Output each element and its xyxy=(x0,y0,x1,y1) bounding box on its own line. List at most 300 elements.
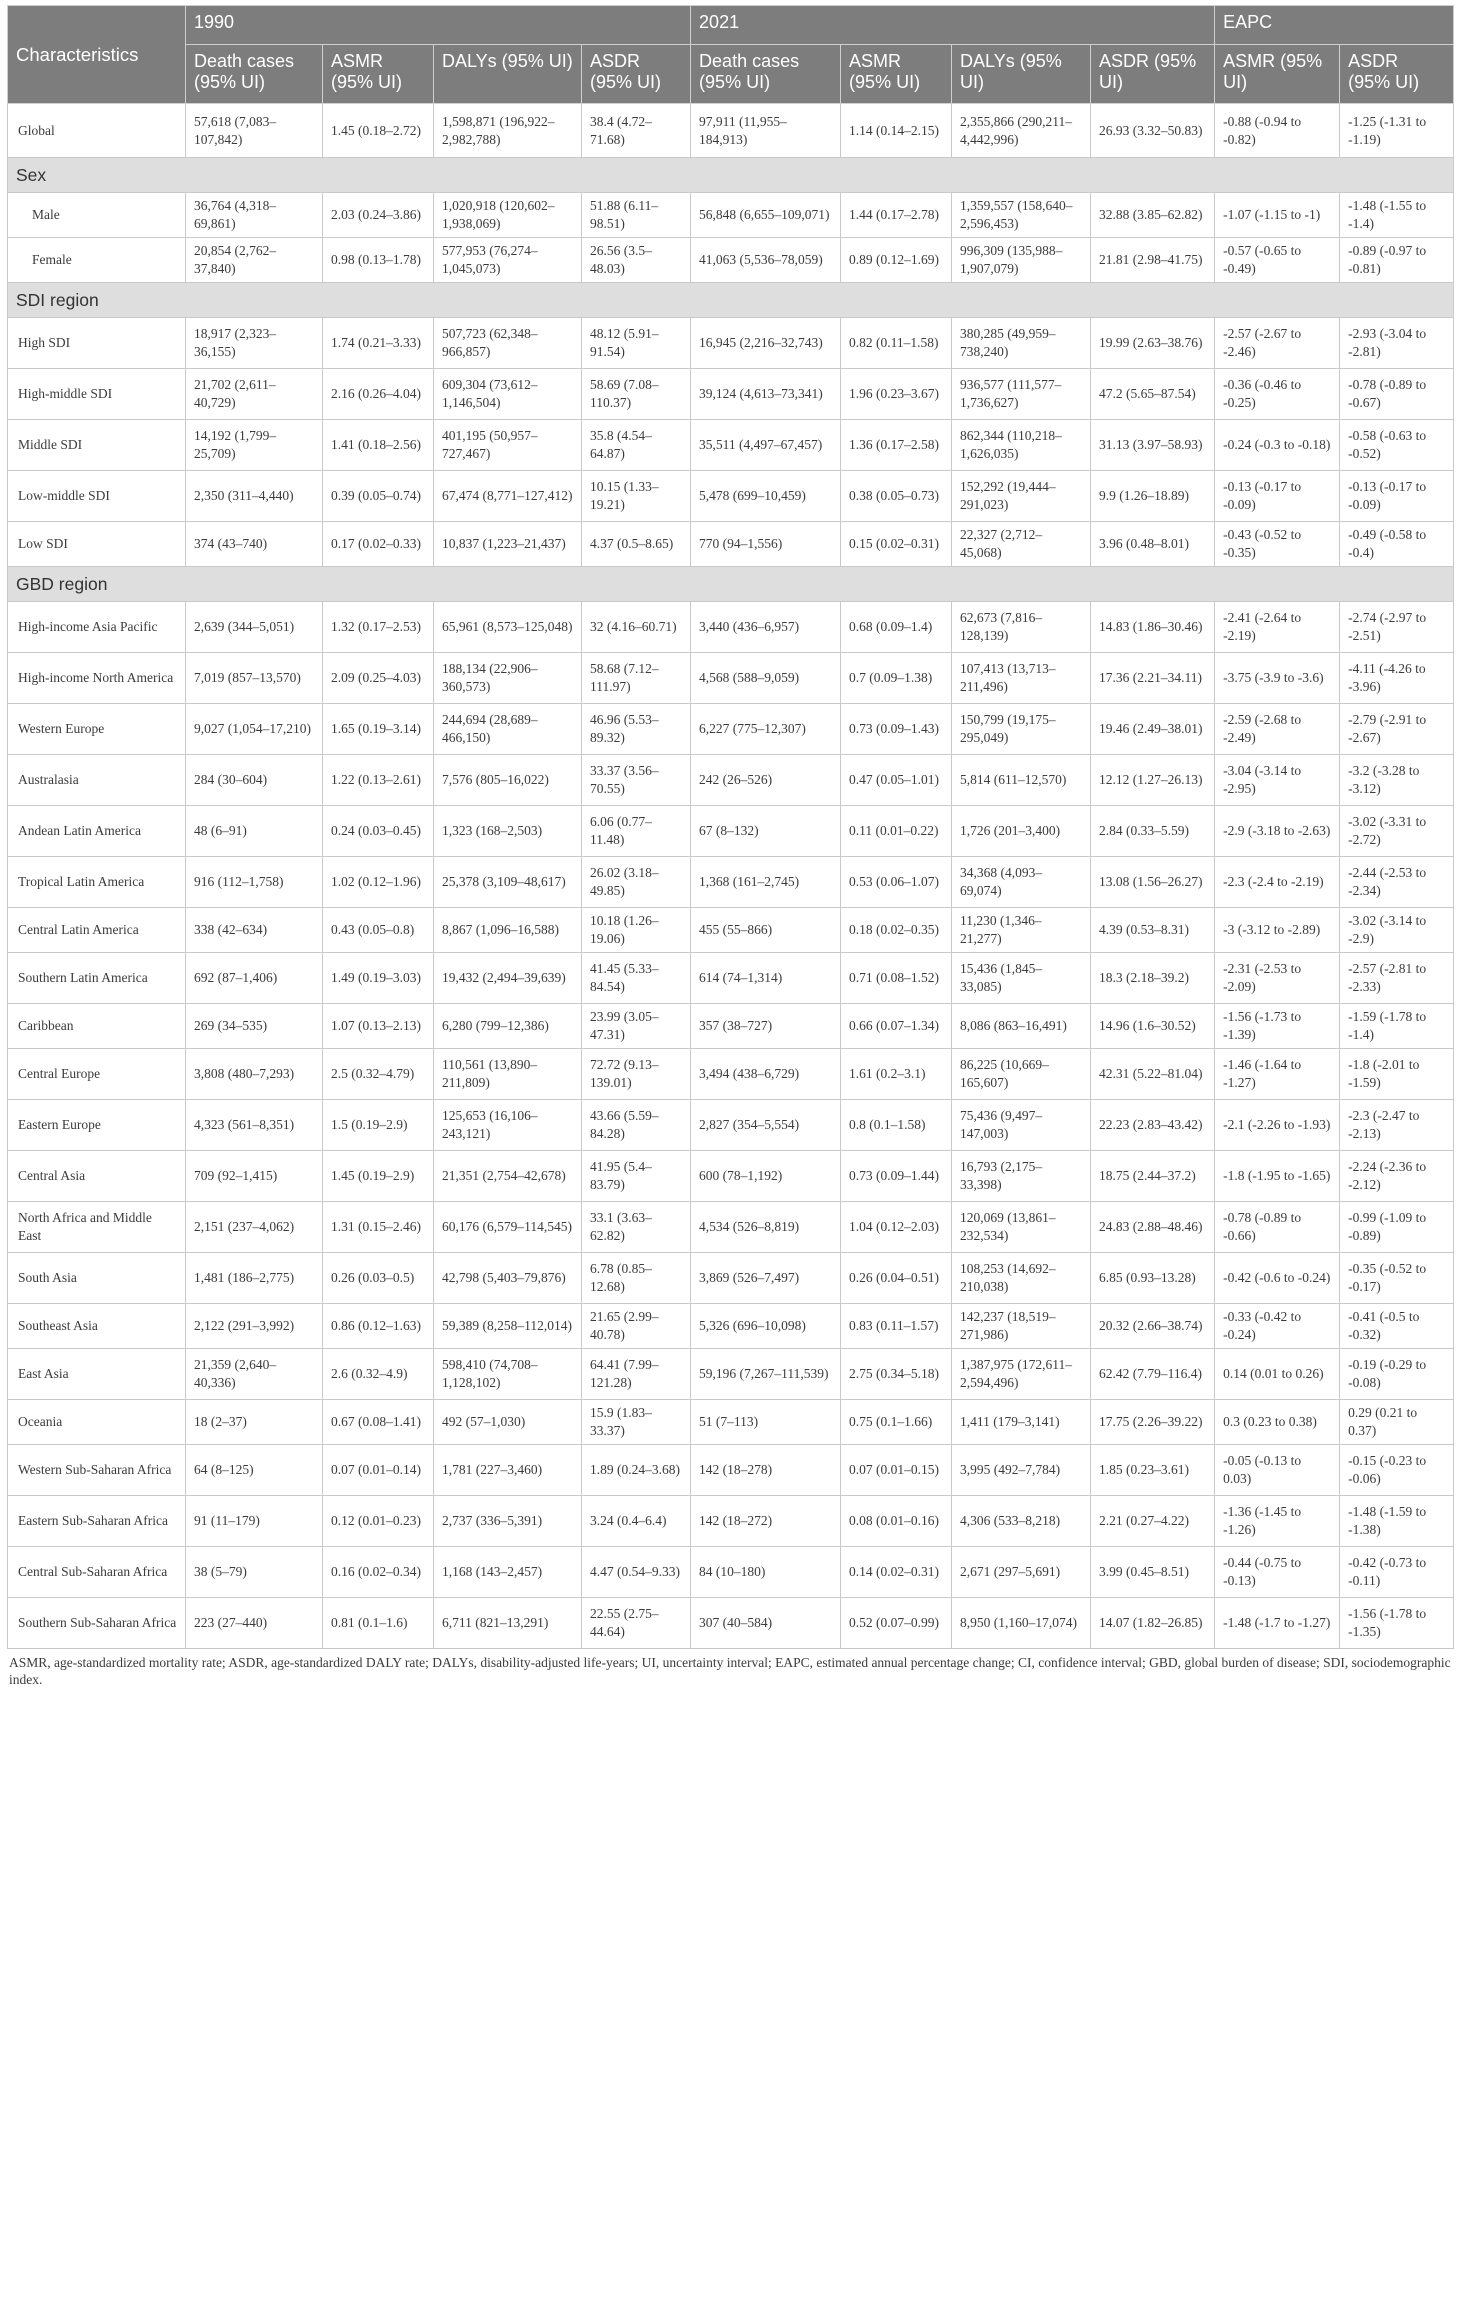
table-cell: 1,481 (186–2,775) xyxy=(186,1253,323,1304)
table-cell: -1.36 (-1.45 to -1.26) xyxy=(1215,1496,1340,1547)
table-cell: 0.67 (0.08–1.41) xyxy=(323,1400,434,1445)
table-row xyxy=(8,1049,1454,1100)
table-cell: -0.78 (-0.89 to -0.66) xyxy=(1215,1202,1340,1253)
table-cell: 64.41 (7.99–121.28) xyxy=(582,1349,691,1400)
header-column: Death cases (95% UI) xyxy=(186,45,323,104)
table-cell: 59,196 (7,267–111,539) xyxy=(691,1349,841,1400)
table-cell: -0.49 (-0.58 to -0.4) xyxy=(1340,522,1454,567)
table-cell: 0.11 (0.01–0.22) xyxy=(841,806,952,857)
table-cell: 0.29 (0.21 to 0.37) xyxy=(1340,1400,1454,1445)
row-label: Western Europe xyxy=(8,704,186,755)
table-cell: -3.02 (-3.31 to -2.72) xyxy=(1340,806,1454,857)
table-cell: 614 (74–1,314) xyxy=(691,953,841,1004)
table-cell: 17.75 (2.26–39.22) xyxy=(1091,1400,1215,1445)
table-cell: 10.18 (1.26–19.06) xyxy=(582,908,691,953)
table-row xyxy=(8,704,1454,755)
table-cell: 1.61 (0.2–3.1) xyxy=(841,1049,952,1100)
header-column: DALYs (95% UI) xyxy=(434,45,582,104)
table-cell: 18.3 (2.18–39.2) xyxy=(1091,953,1215,1004)
row-label: High-income North America xyxy=(8,653,186,704)
table-cell: 14.83 (1.86–30.46) xyxy=(1091,602,1215,653)
row-label: Eastern Sub-Saharan Africa xyxy=(8,1496,186,1547)
row-label: Australasia xyxy=(8,755,186,806)
table-cell: 936,577 (111,577–1,736,627) xyxy=(952,369,1091,420)
table-cell: -2.74 (-2.97 to -2.51) xyxy=(1340,602,1454,653)
table-cell: 2.21 (0.27–4.22) xyxy=(1091,1496,1215,1547)
table-cell: -2.93 (-3.04 to -2.81) xyxy=(1340,318,1454,369)
table-cell: 19,432 (2,494–39,639) xyxy=(434,953,582,1004)
table-cell: 307 (40–584) xyxy=(691,1598,841,1649)
table-cell: 26.02 (3.18–49.85) xyxy=(582,857,691,908)
table-cell: -0.19 (-0.29 to -0.08) xyxy=(1340,1349,1454,1400)
table-container xyxy=(7,5,1453,1688)
row-label: South Asia xyxy=(8,1253,186,1304)
table-cell: 0.7 (0.09–1.38) xyxy=(841,653,952,704)
table-cell: 1.41 (0.18–2.56) xyxy=(323,420,434,471)
row-label: High-middle SDI xyxy=(8,369,186,420)
header-group-2021: 2021 xyxy=(691,6,1215,45)
table-cell: 244,694 (28,689–466,150) xyxy=(434,704,582,755)
table-cell: 1,411 (179–3,141) xyxy=(952,1400,1091,1445)
row-label: Low-middle SDI xyxy=(8,471,186,522)
table-cell: 22.23 (2.83–43.42) xyxy=(1091,1100,1215,1151)
table-cell: 338 (42–634) xyxy=(186,908,323,953)
table-cell: 3,995 (492–7,784) xyxy=(952,1445,1091,1496)
table-cell: 0.86 (0.12–1.63) xyxy=(323,1304,434,1349)
table-header xyxy=(8,6,1454,104)
table-cell: 0.07 (0.01–0.15) xyxy=(841,1445,952,1496)
table-body xyxy=(8,104,1454,1649)
table-cell: 150,799 (19,175–295,049) xyxy=(952,704,1091,755)
row-label: Middle SDI xyxy=(8,420,186,471)
table-row xyxy=(8,908,1454,953)
table-cell: 13.08 (1.56–26.27) xyxy=(1091,857,1215,908)
table-row xyxy=(8,1253,1454,1304)
table-cell: 36,764 (4,318–69,861) xyxy=(186,193,323,238)
header-column: ASDR (95% UI) xyxy=(582,45,691,104)
table-cell: 4.47 (0.54–9.33) xyxy=(582,1547,691,1598)
table-cell: 1.07 (0.13–2.13) xyxy=(323,1004,434,1049)
table-cell: 84 (10–180) xyxy=(691,1547,841,1598)
table-cell: 1.44 (0.17–2.78) xyxy=(841,193,952,238)
table-cell: 65,961 (8,573–125,048) xyxy=(434,602,582,653)
table-cell: -0.15 (-0.23 to -0.06) xyxy=(1340,1445,1454,1496)
table-cell: 1.22 (0.13–2.61) xyxy=(323,755,434,806)
table-cell: 1.5 (0.19–2.9) xyxy=(323,1100,434,1151)
table-cell: -2.31 (-2.53 to -2.09) xyxy=(1215,953,1340,1004)
table-cell: -0.78 (-0.89 to -0.67) xyxy=(1340,369,1454,420)
table-cell: 0.83 (0.11–1.57) xyxy=(841,1304,952,1349)
table-cell: 692 (87–1,406) xyxy=(186,953,323,1004)
table-row xyxy=(8,1151,1454,1202)
table-cell: 31.13 (3.97–58.93) xyxy=(1091,420,1215,471)
table-cell: 64 (8–125) xyxy=(186,1445,323,1496)
table-cell: 5,814 (611–12,570) xyxy=(952,755,1091,806)
table-row xyxy=(8,522,1454,567)
table-cell: 62,673 (7,816–128,139) xyxy=(952,602,1091,653)
table-cell: -1.48 (-1.7 to -1.27) xyxy=(1215,1598,1340,1649)
table-cell: 0.81 (0.1–1.6) xyxy=(323,1598,434,1649)
table-cell: 1.31 (0.15–2.46) xyxy=(323,1202,434,1253)
row-label: Male xyxy=(8,193,186,238)
table-cell: 56,848 (6,655–109,071) xyxy=(691,193,841,238)
table-cell: 2,671 (297–5,691) xyxy=(952,1547,1091,1598)
header-column: ASDR (95% UI) xyxy=(1340,45,1454,104)
row-label: Global xyxy=(8,104,186,158)
table-cell: 1.65 (0.19–3.14) xyxy=(323,704,434,755)
row-label: East Asia xyxy=(8,1349,186,1400)
table-cell: -2.3 (-2.47 to -2.13) xyxy=(1340,1100,1454,1151)
table-cell: 8,950 (1,160–17,074) xyxy=(952,1598,1091,1649)
table-cell: 18.75 (2.44–37.2) xyxy=(1091,1151,1215,1202)
table-cell: 0.16 (0.02–0.34) xyxy=(323,1547,434,1598)
table-cell: 284 (30–604) xyxy=(186,755,323,806)
table-row xyxy=(8,193,1454,238)
table-cell: 2,151 (237–4,062) xyxy=(186,1202,323,1253)
table-cell: 33.37 (3.56–70.55) xyxy=(582,755,691,806)
table-cell: 709 (92–1,415) xyxy=(186,1151,323,1202)
table-row xyxy=(8,806,1454,857)
table-cell: -0.99 (-1.09 to -0.89) xyxy=(1340,1202,1454,1253)
table-row xyxy=(8,857,1454,908)
table-cell: -0.41 (-0.5 to -0.32) xyxy=(1340,1304,1454,1349)
table-cell: 3,869 (526–7,497) xyxy=(691,1253,841,1304)
table-cell: 6.85 (0.93–13.28) xyxy=(1091,1253,1215,1304)
table-cell: 9.9 (1.26–18.89) xyxy=(1091,471,1215,522)
table-cell: 21,359 (2,640–40,336) xyxy=(186,1349,323,1400)
table-cell: 2.75 (0.34–5.18) xyxy=(841,1349,952,1400)
row-label: High-income Asia Pacific xyxy=(8,602,186,653)
table-cell: 107,413 (13,713–211,496) xyxy=(952,653,1091,704)
table-row xyxy=(8,1445,1454,1496)
table-cell: 600 (78–1,192) xyxy=(691,1151,841,1202)
row-label: Central Sub-Saharan Africa xyxy=(8,1547,186,1598)
table-cell: 7,576 (805–16,022) xyxy=(434,755,582,806)
table-cell: -2.1 (-2.26 to -1.93) xyxy=(1215,1100,1340,1151)
row-label: Female xyxy=(8,238,186,283)
table-cell: 3,808 (480–7,293) xyxy=(186,1049,323,1100)
table-cell: 6,711 (821–13,291) xyxy=(434,1598,582,1649)
table-cell: -0.35 (-0.52 to -0.17) xyxy=(1340,1253,1454,1304)
table-cell: 26.56 (3.5–48.03) xyxy=(582,238,691,283)
table-cell: 48 (6–91) xyxy=(186,806,323,857)
table-cell: 1.14 (0.14–2.15) xyxy=(841,104,952,158)
table-cell: 142 (18–272) xyxy=(691,1496,841,1547)
table-cell: -2.9 (-3.18 to -2.63) xyxy=(1215,806,1340,857)
table-cell: 35,511 (4,497–67,457) xyxy=(691,420,841,471)
table-row xyxy=(8,369,1454,420)
table-cell: 2.09 (0.25–4.03) xyxy=(323,653,434,704)
table-cell: 22.55 (2.75–44.64) xyxy=(582,1598,691,1649)
table-cell: 357 (38–727) xyxy=(691,1004,841,1049)
section-label: SDI region xyxy=(8,283,1454,318)
table-cell: 26.93 (3.32–50.83) xyxy=(1091,104,1215,158)
row-label: Low SDI xyxy=(8,522,186,567)
table-cell: 42.31 (5.22–81.04) xyxy=(1091,1049,1215,1100)
table-row xyxy=(8,471,1454,522)
table-row xyxy=(8,953,1454,1004)
table-cell: 492 (57–1,030) xyxy=(434,1400,582,1445)
table-cell: 862,344 (110,218–1,626,035) xyxy=(952,420,1091,471)
table-cell: -0.36 (-0.46 to -0.25) xyxy=(1215,369,1340,420)
table-cell: 142 (18–278) xyxy=(691,1445,841,1496)
table-cell: -1.56 (-1.78 to -1.35) xyxy=(1340,1598,1454,1649)
table-cell: 22,327 (2,712–45,068) xyxy=(952,522,1091,567)
table-cell: 455 (55–866) xyxy=(691,908,841,953)
table-cell: 62.42 (7.79–116.4) xyxy=(1091,1349,1215,1400)
table-cell: -0.05 (-0.13 to 0.03) xyxy=(1215,1445,1340,1496)
table-cell: 20,854 (2,762–37,840) xyxy=(186,238,323,283)
table-cell: 10.15 (1.33–19.21) xyxy=(582,471,691,522)
table-cell: 1,387,975 (172,611–2,594,496) xyxy=(952,1349,1091,1400)
table-cell: 14,192 (1,799–25,709) xyxy=(186,420,323,471)
table-cell: -0.58 (-0.63 to -0.52) xyxy=(1340,420,1454,471)
table-cell: 42,798 (5,403–79,876) xyxy=(434,1253,582,1304)
table-cell: 770 (94–1,556) xyxy=(691,522,841,567)
table-cell: 60,176 (6,579–114,545) xyxy=(434,1202,582,1253)
table-cell: 57,618 (7,083–107,842) xyxy=(186,104,323,158)
table-cell: 5,478 (699–10,459) xyxy=(691,471,841,522)
row-label: Oceania xyxy=(8,1400,186,1445)
table-cell: 0.07 (0.01–0.14) xyxy=(323,1445,434,1496)
table-cell: 0.38 (0.05–0.73) xyxy=(841,471,952,522)
table-cell: 0.08 (0.01–0.16) xyxy=(841,1496,952,1547)
table-cell: 38 (5–79) xyxy=(186,1547,323,1598)
header-column: Death cases (95% UI) xyxy=(691,45,841,104)
header-column: ASMR (95% UI) xyxy=(841,45,952,104)
table-cell: 0.73 (0.09–1.43) xyxy=(841,704,952,755)
table-cell: 142,237 (18,519–271,986) xyxy=(952,1304,1091,1349)
table-cell: 0.12 (0.01–0.23) xyxy=(323,1496,434,1547)
table-cell: 1.96 (0.23–3.67) xyxy=(841,369,952,420)
table-cell: 51 (7–113) xyxy=(691,1400,841,1445)
table-cell: 2,350 (311–4,440) xyxy=(186,471,323,522)
table-cell: -1.48 (-1.55 to -1.4) xyxy=(1340,193,1454,238)
table-cell: 1,781 (227–3,460) xyxy=(434,1445,582,1496)
table-cell: -1.8 (-2.01 to -1.59) xyxy=(1340,1049,1454,1100)
table-cell: 19.99 (2.63–38.76) xyxy=(1091,318,1215,369)
table-cell: 41.95 (5.4–83.79) xyxy=(582,1151,691,1202)
table-row xyxy=(8,1304,1454,1349)
table-row xyxy=(8,1004,1454,1049)
table-cell: 2,639 (344–5,051) xyxy=(186,602,323,653)
table-cell: 32 (4.16–60.71) xyxy=(582,602,691,653)
table-cell: 120,069 (13,861–232,534) xyxy=(952,1202,1091,1253)
table-cell: 15,436 (1,845–33,085) xyxy=(952,953,1091,1004)
row-label: Caribbean xyxy=(8,1004,186,1049)
table-cell: 6.78 (0.85–12.68) xyxy=(582,1253,691,1304)
table-cell: 188,134 (22,906–360,573) xyxy=(434,653,582,704)
row-label: Central Asia xyxy=(8,1151,186,1202)
table-cell: -0.44 (-0.75 to -0.13) xyxy=(1215,1547,1340,1598)
table-cell: 38.4 (4.72–71.68) xyxy=(582,104,691,158)
table-cell: -2.57 (-2.81 to -2.33) xyxy=(1340,953,1454,1004)
table-cell: 0.75 (0.1–1.66) xyxy=(841,1400,952,1445)
table-cell: -2.41 (-2.64 to -2.19) xyxy=(1215,602,1340,653)
table-cell: 609,304 (73,612–1,146,504) xyxy=(434,369,582,420)
table-cell: 269 (34–535) xyxy=(186,1004,323,1049)
table-cell: 110,561 (13,890–211,809) xyxy=(434,1049,582,1100)
table-cell: -0.42 (-0.6 to -0.24) xyxy=(1215,1253,1340,1304)
table-cell: 0.18 (0.02–0.35) xyxy=(841,908,952,953)
table-cell: 86,225 (10,669–165,607) xyxy=(952,1049,1091,1100)
table-cell: 75,436 (9,497–147,003) xyxy=(952,1100,1091,1151)
table-cell: 0.52 (0.07–0.99) xyxy=(841,1598,952,1649)
section-row xyxy=(8,283,1454,318)
table-cell: 0.39 (0.05–0.74) xyxy=(323,471,434,522)
table-cell: 916 (112–1,758) xyxy=(186,857,323,908)
table-cell: 1.49 (0.19–3.03) xyxy=(323,953,434,1004)
table-cell: 223 (27–440) xyxy=(186,1598,323,1649)
table-cell: 35.8 (4.54–64.87) xyxy=(582,420,691,471)
table-row xyxy=(8,1100,1454,1151)
table-cell: 15.9 (1.83–33.37) xyxy=(582,1400,691,1445)
row-label: Southeast Asia xyxy=(8,1304,186,1349)
table-cell: -4.11 (-4.26 to -3.96) xyxy=(1340,653,1454,704)
table-cell: 39,124 (4,613–73,341) xyxy=(691,369,841,420)
table-cell: 598,410 (74,708–1,128,102) xyxy=(434,1349,582,1400)
table-cell: -0.88 (-0.94 to -0.82) xyxy=(1215,104,1340,158)
table-cell: 6,227 (775–12,307) xyxy=(691,704,841,755)
table-cell: -3.75 (-3.9 to -3.6) xyxy=(1215,653,1340,704)
table-cell: 97,911 (11,955–184,913) xyxy=(691,104,841,158)
table-row xyxy=(8,1349,1454,1400)
row-label: Tropical Latin America xyxy=(8,857,186,908)
table-cell: 0.15 (0.02–0.31) xyxy=(841,522,952,567)
row-label: North Africa and Middle East xyxy=(8,1202,186,1253)
table-cell: 1.45 (0.18–2.72) xyxy=(323,104,434,158)
table-cell: 25,378 (3,109–48,617) xyxy=(434,857,582,908)
table-cell: 2.6 (0.32–4.9) xyxy=(323,1349,434,1400)
table-cell: 0.14 (0.02–0.31) xyxy=(841,1547,952,1598)
table-cell: 125,653 (16,106–243,121) xyxy=(434,1100,582,1151)
table-cell: 21.81 (2.98–41.75) xyxy=(1091,238,1215,283)
table-cell: -2.79 (-2.91 to -2.67) xyxy=(1340,704,1454,755)
table-cell: 507,723 (62,348–966,857) xyxy=(434,318,582,369)
table-cell: 0.82 (0.11–1.58) xyxy=(841,318,952,369)
table-cell: 58.69 (7.08–110.37) xyxy=(582,369,691,420)
table-row xyxy=(8,1547,1454,1598)
table-cell: 0.47 (0.05–1.01) xyxy=(841,755,952,806)
table-cell: 0.24 (0.03–0.45) xyxy=(323,806,434,857)
table-cell: -2.24 (-2.36 to -2.12) xyxy=(1340,1151,1454,1202)
table-cell: 2.5 (0.32–4.79) xyxy=(323,1049,434,1100)
table-cell: -3 (-3.12 to -2.89) xyxy=(1215,908,1340,953)
table-cell: 0.73 (0.09–1.44) xyxy=(841,1151,952,1202)
table-cell: 32.88 (3.85–62.82) xyxy=(1091,193,1215,238)
table-cell: 1.04 (0.12–2.03) xyxy=(841,1202,952,1253)
table-cell: 47.2 (5.65–87.54) xyxy=(1091,369,1215,420)
table-cell: 152,292 (19,444–291,023) xyxy=(952,471,1091,522)
table-cell: 9,027 (1,054–17,210) xyxy=(186,704,323,755)
table-cell: 1,598,871 (196,922–2,982,788) xyxy=(434,104,582,158)
table-row xyxy=(8,104,1454,158)
header-column: DALYs (95% UI) xyxy=(952,45,1091,104)
table-footnote: ASMR, age-standardized mortality rate; ASDR, age-standardized DALY rate; DALYs, disability-adjusted life-years; UI, uncertainty interval; EAPC, estimated annual percentage change; CI, confidence interval; GBD, global burden of disease; SDI, sociodemographic index. xyxy=(9,1655,1451,1687)
table-cell: 67 (8–132) xyxy=(691,806,841,857)
table-cell: 1,726 (201–3,400) xyxy=(952,806,1091,857)
table-cell: 2.84 (0.33–5.59) xyxy=(1091,806,1215,857)
table-cell: 20.32 (2.66–38.74) xyxy=(1091,1304,1215,1349)
table-cell: 12.12 (1.27–26.13) xyxy=(1091,755,1215,806)
table-cell: -0.13 (-0.17 to -0.09) xyxy=(1340,471,1454,522)
table-cell: 4,534 (526–8,819) xyxy=(691,1202,841,1253)
table-cell: 41.45 (5.33–84.54) xyxy=(582,953,691,1004)
table-cell: 4,323 (561–8,351) xyxy=(186,1100,323,1151)
table-cell: 67,474 (8,771–127,412) xyxy=(434,471,582,522)
table-cell: 577,953 (76,274–1,045,073) xyxy=(434,238,582,283)
table-cell: 16,793 (2,175–33,398) xyxy=(952,1151,1091,1202)
table-cell: 58.68 (7.12–111.97) xyxy=(582,653,691,704)
table-cell: 0.17 (0.02–0.33) xyxy=(323,522,434,567)
table-row xyxy=(8,653,1454,704)
table-cell: 21,702 (2,611–40,729) xyxy=(186,369,323,420)
header-group-eapc: EAPC xyxy=(1215,6,1454,45)
table-cell: -0.42 (-0.73 to -0.11) xyxy=(1340,1547,1454,1598)
table-row xyxy=(8,1496,1454,1547)
table-cell: -3.2 (-3.28 to -3.12) xyxy=(1340,755,1454,806)
table-cell: 4.37 (0.5–8.65) xyxy=(582,522,691,567)
table-cell: 1,323 (168–2,503) xyxy=(434,806,582,857)
table-cell: 0.26 (0.04–0.51) xyxy=(841,1253,952,1304)
header-column: ASMR (95% UI) xyxy=(323,45,434,104)
table-cell: 4.39 (0.53–8.31) xyxy=(1091,908,1215,953)
section-row xyxy=(8,158,1454,193)
section-label: Sex xyxy=(8,158,1454,193)
table-cell: -1.56 (-1.73 to -1.39) xyxy=(1215,1004,1340,1049)
section-label: GBD region xyxy=(8,567,1454,602)
table-cell: 1.74 (0.21–3.33) xyxy=(323,318,434,369)
table-cell: -2.44 (-2.53 to -2.34) xyxy=(1340,857,1454,908)
table-cell: 996,309 (135,988–1,907,079) xyxy=(952,238,1091,283)
table-cell: 6,280 (799–12,386) xyxy=(434,1004,582,1049)
table-cell: -2.3 (-2.4 to -2.19) xyxy=(1215,857,1340,908)
table-cell: -0.33 (-0.42 to -0.24) xyxy=(1215,1304,1340,1349)
table-row xyxy=(8,1202,1454,1253)
data-table xyxy=(7,5,1454,1649)
table-cell: 0.43 (0.05–0.8) xyxy=(323,908,434,953)
table-cell: -1.59 (-1.78 to -1.4) xyxy=(1340,1004,1454,1049)
table-cell: 18 (2–37) xyxy=(186,1400,323,1445)
table-cell: 5,326 (696–10,098) xyxy=(691,1304,841,1349)
section-row xyxy=(8,567,1454,602)
row-label: High SDI xyxy=(8,318,186,369)
table-row xyxy=(8,420,1454,471)
table-cell: 2.16 (0.26–4.04) xyxy=(323,369,434,420)
table-cell: 3,440 (436–6,957) xyxy=(691,602,841,653)
table-row xyxy=(8,238,1454,283)
row-label: Western Sub-Saharan Africa xyxy=(8,1445,186,1496)
table-cell: 374 (43–740) xyxy=(186,522,323,567)
table-cell: -1.46 (-1.64 to -1.27) xyxy=(1215,1049,1340,1100)
table-cell: 3.99 (0.45–8.51) xyxy=(1091,1547,1215,1598)
table-cell: 2.03 (0.24–3.86) xyxy=(323,193,434,238)
table-cell: 3.24 (0.4–6.4) xyxy=(582,1496,691,1547)
table-cell: -3.04 (-3.14 to -2.95) xyxy=(1215,755,1340,806)
table-cell: 242 (26–526) xyxy=(691,755,841,806)
table-cell: 24.83 (2.88–48.46) xyxy=(1091,1202,1215,1253)
table-cell: -1.48 (-1.59 to -1.38) xyxy=(1340,1496,1454,1547)
table-cell: 1,368 (161–2,745) xyxy=(691,857,841,908)
table-cell: 21,351 (2,754–42,678) xyxy=(434,1151,582,1202)
table-cell: 6.06 (0.77–11.48) xyxy=(582,806,691,857)
table-cell: 1.02 (0.12–1.96) xyxy=(323,857,434,908)
table-cell: 11,230 (1,346–21,277) xyxy=(952,908,1091,953)
table-cell: 0.89 (0.12–1.69) xyxy=(841,238,952,283)
table-cell: 10,837 (1,223–21,437) xyxy=(434,522,582,567)
table-cell: 2,122 (291–3,992) xyxy=(186,1304,323,1349)
table-cell: 1,020,918 (120,602–1,938,069) xyxy=(434,193,582,238)
